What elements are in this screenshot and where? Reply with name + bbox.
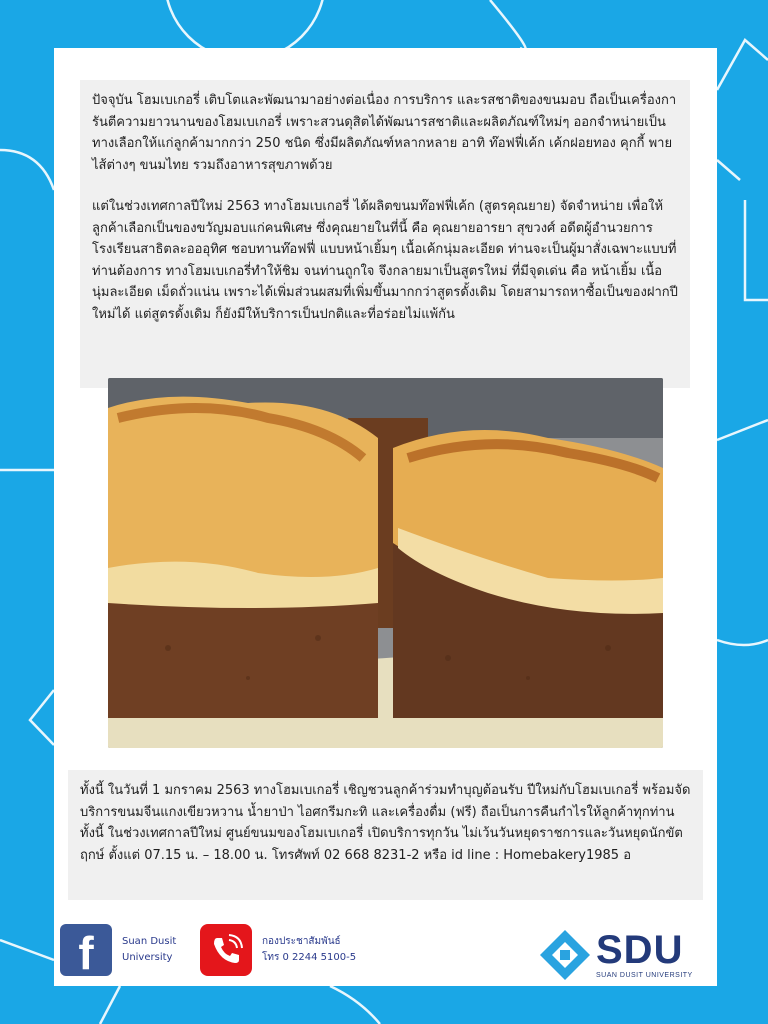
sdu-logo xyxy=(538,926,708,984)
paragraph-history: ปัจจุบัน โฮมเบเกอรี่ เติบโตและพัฒนามาอย่างต่อเนื่อง การบริการ และรสชาติของขนมอบ ถือเป็นเครื่องการันตีความยาวนานของโฮมเบเกอรี่ เพราะสวนดุสิตได้พัฒนารสชาติและผลิตภัณฑ์ใหม่ๆ ออกจำหน่ายเป็นทางเลือกให้แก่ลูกค้ามากกว่า 250 ชนิด ซึ่งมีผลิตภัณฑ์หลากหลาย อาทิ ท๊อฟฟี่เค้ก เค้กฝอยทอง คุกกี้ พายไส้ต่างๆ ขนมไทย รวมถึงอาหารสุขภาพด้วย xyxy=(92,93,677,173)
phone-icon[interactable] xyxy=(200,924,252,976)
sdu-logo-text: SDU xyxy=(596,928,684,972)
content-panel xyxy=(54,48,717,986)
paragraph-toffee-cake: แต่ในช่วงเทศกาลปีใหม่ 2563 ทางโฮมเบเกอรี่ ได้ผลิตขนมท๊อฟฟี่เค้ก (สูตรคุณยาย) จัดจำหน่าย เพื่อให้ลูกค้าเลือกเป็นของขวัญมอบแก่คนพิเศษ ซึ่งคุณยายในที่นี้ คือ คุณยายอารยา สุขวงศ์ อดีตผู้อำนวยการโรงเรียนสาธิตละอออุทิศ ชอบทานท๊อฟฟี่ แบบหน้าเยิ้มๆ เนื้อเค้กนุ่มละเอียด ท่านจะเป็นผู้มาสั่งเฉพาะแบบที่ท่านต้องการ ทางโฮมเบเกอรี่ทำให้ชิม จนท่านถูกใจ จึงกลายมาเป็นสูตรใหม่ ที่มีจุดเด่น คือ หน้าเยิ้ม เนื้อนุ่มละเอียด เม็ดถั่วแน่น เพราะได้เพิ่มส่วนผสมที่เพิ่มขึ้นมากกว่าสูตรดั้งเดิม โดยสามารถหาซื้อเป็นของฝากปีใหม่ได้ แต่สูตรดั้งเดิม ก็ยังมีให้บริการเป็นปกติและที่อร่อยไม่แพ้กัน xyxy=(92,199,678,322)
facebook-name-line1: Suan Dusit xyxy=(122,936,177,947)
facebook-contact[interactable] xyxy=(60,924,176,976)
intro-text-box xyxy=(80,80,690,388)
pr-contact[interactable] xyxy=(200,924,356,976)
event-text-box xyxy=(68,770,703,900)
paragraph-new-year-event: ทั้งนี้ ในวันที่ 1 มกราคม 2563 ทางโฮมเบเกอรี่ เชิญชวนลูกค้าร่วมทำบุญต้อนรับ ปีใหม่กับโฮมเบเกอรี่ พร้อมจัดบริการขนมจีนแกงเขียวหวาน น้ำยาป่า ไอศกรีมกะทิ และเครื่องดื่ม (ฟรี) ถือเป็นการคืนกำไรให้ลูกค้าทุกท่าน ทั้งนี้ ในช่วงเทศกาลปีใหม่ ศูนย์ขนมของโฮมเบเกอรี่ เปิดบริการทุกวัน ไม่เว้นวันหยุดราชการและวันหยุดนักขัตฤกษ์ ตั้งแต่ 07.15 น. – 18.00 น. โทรศัพท์ 02 668 8231-2 หรือ id line : Homebakery1985 อ xyxy=(80,783,691,863)
sdu-logo-subtitle: SUAN DUSIT UNIVERSITY xyxy=(596,972,693,979)
pr-department-label: กองประชาสัมพันธ์ xyxy=(262,936,341,947)
facebook-icon[interactable]: f xyxy=(60,924,112,976)
facebook-name-line2: University xyxy=(122,952,173,963)
pr-phone-number: โทร 0 2244 5100-5 xyxy=(262,952,357,963)
toffee-cake-photo xyxy=(108,378,663,748)
sdu-emblem-icon xyxy=(538,928,592,982)
